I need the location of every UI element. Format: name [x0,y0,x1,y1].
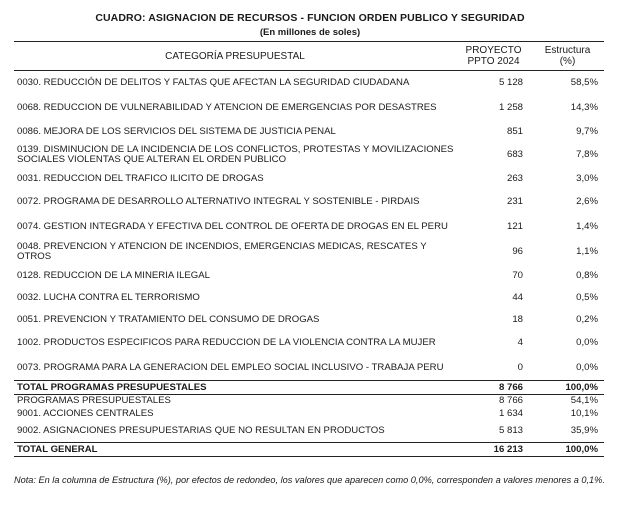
row-pct: 0,8% [576,269,598,281]
header-structure [531,42,604,71]
row-value: 851 [506,125,523,137]
row-pct: 0,5% [576,291,598,303]
table-row [14,215,604,240]
row-label: 0032. LUCHA CONTRA EL TERRORISMO [17,291,200,303]
row-pct: 0,0% [576,361,598,373]
total-programs-row [14,381,604,395]
row-value: 5 128 [498,77,523,89]
grand-total-pct: 100,0% [565,443,598,455]
grand-total-value: 16 213 [493,443,523,455]
row-value: 8 766 [498,395,523,407]
row-pct: 7,8% [576,149,598,160]
total-programs-value: 8 766 [498,381,523,393]
grand-total-row [14,443,604,457]
row-label: 0048. PREVENCION Y ATENCION DE INCENDIOS, EMERGENCIAS MEDICAS, RESCATES Y OTROS [17,241,427,262]
table-body [14,71,604,381]
table-subtitle: (En millones de soles) [259,27,361,38]
row-pct: 0,0% [576,337,598,348]
row-label: 9001. ACCIONES CENTRALES [17,408,154,419]
header-structure-line1: Estructura [544,45,591,56]
row-label: 0139. DISMINUCION DE LA INCIDENCIA DE LOS CONFLICTOS, PROTESTAS Y MOVILIZACIONES SOCIALES VIOLENTAS QUE ALTERAN EL ORDEN PUBLICO [17,144,454,165]
row-value: 96 [512,246,523,257]
table-row [14,265,604,287]
row-pct: 0,2% [576,313,598,325]
row-pct: 2,6% [576,196,598,207]
table-row [14,395,604,408]
row-value: 44 [512,291,523,303]
row-label: 0128. REDUCCION DE LA MINERIA ILEGAL [17,269,211,281]
row-value: 683 [506,149,523,160]
total-programs-label: TOTAL PROGRAMAS PRESUPUESTALES [17,381,207,393]
summary-body [14,395,604,443]
table-title: CUADRO: ASIGNACION DE RECURSOS - FUNCION ORDEN PUBLICO Y SEGURIDAD [95,12,525,24]
row-pct: 10,1% [570,408,598,419]
table-row [14,356,604,381]
row-label: 0086. MEJORA DE LOS SERVICIOS DEL SISTEMA DE JUSTICIA PENAL [17,125,336,137]
table-row [14,240,604,265]
budget-table [14,41,604,457]
table-row [14,309,604,331]
row-pct: 58,5% [570,77,598,89]
total-programs-pct: 100,0% [565,381,598,393]
table-row [14,143,604,168]
row-label: 0031. REDUCCION DEL TRAFICO ILICITO DE DROGAS [17,172,264,184]
row-value: 18 [512,313,523,325]
header-structure-line2: (%) [559,56,576,67]
row-pct: 9,7% [576,125,598,137]
row-value: 121 [506,221,523,232]
row-value: 4 [517,337,523,348]
row-pct: 54,1% [570,395,598,407]
row-value: 231 [506,196,523,207]
row-value: 263 [506,172,523,184]
row-label: 0030. REDUCCIÓN DE DELITOS Y FALTAS QUE AFECTAN LA SEGURIDAD CIUDADANA [17,77,410,89]
row-label: 0051. PREVENCION Y TRATAMIENTO DEL CONSUMO DE DROGAS [17,313,320,325]
table-row [14,287,604,309]
row-label: 1002. PRODUCTOS ESPECIFICOS PARA REDUCCION DE LA VIOLENCIA CONTRA LA MUJER [17,337,436,348]
row-label: 0068. REDUCCION DE VULNERABILIDAD Y ATENCION DE EMERGENCIAS POR DESASTRES [17,102,437,113]
row-label: 9002. ASIGNACIONES PRESUPUESTARIAS QUE NO RESULTAN EN PRODUCTOS [17,425,385,437]
table-row [14,121,604,143]
table-row [14,421,604,443]
table-header-row [14,42,604,71]
header-project [456,42,531,71]
row-value: 5 813 [498,425,523,437]
table-row [14,408,604,421]
grand-total-label: TOTAL GENERAL [17,443,98,455]
row-label: 0074. GESTION INTEGRADA Y EFECTIVA DEL CONTROL DE OFERTA DE DROGAS EN EL PERU [17,221,448,232]
row-label: 0073. PROGRAMA PARA LA GENERACION DEL EMPLEO SOCIAL INCLUSIVO - TRABAJA PERU [17,361,444,373]
row-value: 1 634 [498,408,523,419]
row-pct: 1,1% [576,246,598,257]
row-pct: 35,9% [570,425,598,437]
row-value: 70 [512,269,523,281]
row-value: 1 258 [498,102,523,113]
footnote: Nota: En la columna de Estructura (%), por efectos de redondeo, los valores que aparecen como 0,0%, corresponden a valores menores a 0,1%. [14,475,605,485]
header-category: CATEGORÍA PRESUPUESTAL [165,50,305,62]
table-row [14,331,604,356]
table-row [14,168,604,190]
header-project-line1: PROYECTO [465,45,522,56]
row-pct: 1,4% [576,221,598,232]
row-label: 0072. PROGRAMA DE DESARROLLO ALTERNATIVO INTEGRAL Y SOSTENIBLE - PIRDAIS [17,196,420,207]
header-project-line2: PPTO 2024 [467,56,520,67]
row-value: 0 [517,361,523,373]
row-pct: 3,0% [576,172,598,184]
row-pct: 14,3% [570,102,598,113]
row-label: PROGRAMAS PRESUPUESTALES [17,395,171,407]
table-row [14,96,604,121]
table-row [14,71,604,96]
table-row [14,190,604,215]
